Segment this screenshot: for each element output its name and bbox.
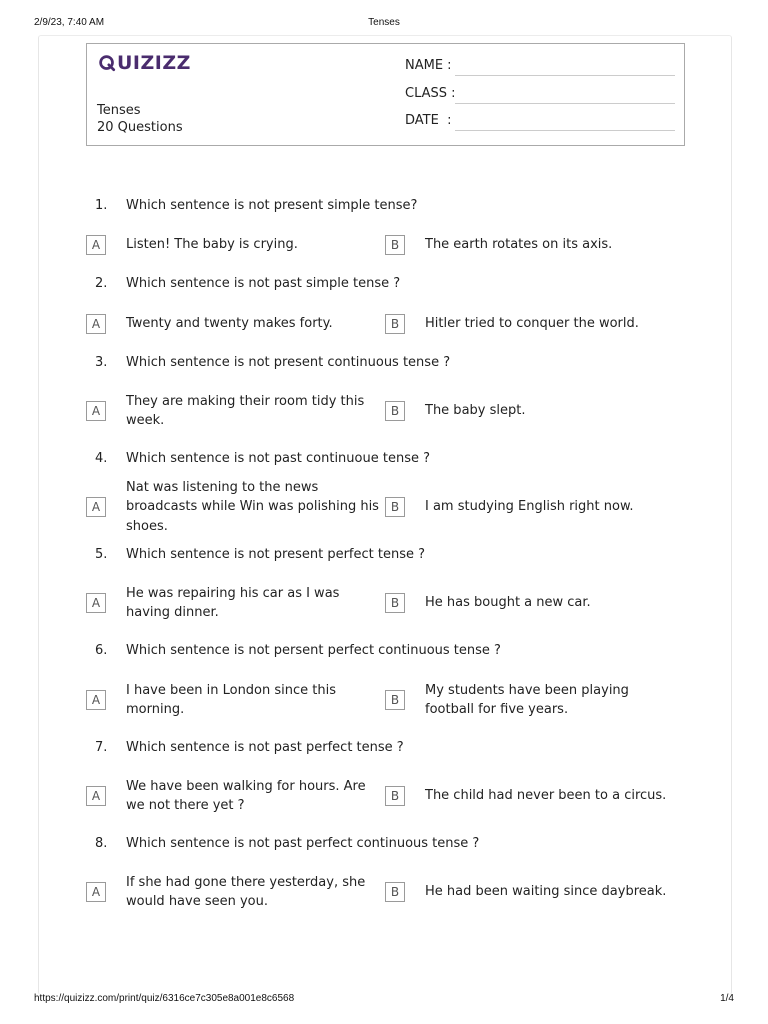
name-line (455, 75, 675, 76)
option-b-text: Hitler tried to conquer the world. (425, 316, 639, 332)
class-label: CLASS : (405, 86, 456, 101)
option-b-text: I am studying English right now. (425, 499, 634, 515)
question-text: Which sentence is not persent perfect continuous tense ? (126, 643, 501, 658)
option-a-box[interactable]: A (86, 882, 106, 902)
question-number: 3. (95, 355, 108, 370)
option-b-box[interactable]: B (385, 401, 405, 421)
question-text: Which sentence is not past continuoue tense ? (126, 451, 430, 466)
logo-wordmark: UIZIZZ (117, 52, 191, 74)
question-number: 7. (95, 740, 108, 755)
option-a-text: Nat was listening to the news broadcasts while Win was polishing his shoes. (126, 479, 379, 534)
date-field[interactable] (405, 113, 675, 131)
question-text: Which sentence is not past perfect tense ? (126, 740, 404, 755)
question-text: Which sentence is not present continuous tense ? (126, 355, 451, 370)
option-a-text: Twenty and twenty makes forty. (126, 316, 333, 332)
option-b-text: He has bought a new car. (425, 595, 591, 611)
option-b-text: My students have been playing football for five years. (425, 682, 629, 717)
print-url[interactable]: https://quizizz.com/print/quiz/6316ce7c305e8a001e8c6568 (34, 993, 295, 1004)
date-line (455, 130, 675, 131)
worksheet-header (86, 43, 685, 146)
option-b-text: The child had never been to a circus. (425, 788, 667, 804)
logo-q-icon (98, 54, 116, 72)
option-b-box[interactable]: B (385, 882, 405, 902)
question-text: Which sentence is not present simple tense? (126, 198, 418, 213)
question-number: 5. (95, 547, 108, 562)
option-b-box[interactable]: B (385, 690, 405, 710)
option-b-box[interactable]: B (385, 593, 405, 613)
option-a-box[interactable]: A (86, 235, 106, 255)
question-text: Which sentence is not present perfect tense ? (126, 547, 426, 562)
quizizz-logo (98, 52, 191, 74)
option-b-box[interactable]: B (385, 497, 405, 517)
option-b-text: He had been waiting since daybreak. (425, 884, 667, 900)
question-number: 6. (95, 643, 108, 658)
print-title: Tenses (368, 17, 400, 28)
class-field[interactable] (405, 86, 675, 104)
option-a-text: If she had gone there yesterday, she would have seen you. (126, 874, 366, 909)
option-a-text: They are making their room tidy this week. (126, 393, 365, 428)
print-datetime: 2/9/23, 7:40 AM (34, 17, 105, 28)
question-number: 1. (95, 198, 108, 213)
quiz-title: Tenses (97, 103, 141, 118)
option-a-box[interactable]: A (86, 401, 106, 421)
page-number: 1/4 (720, 993, 734, 1004)
question-number: 4. (95, 451, 108, 466)
name-field[interactable] (405, 58, 675, 76)
option-a-text: He was repairing his car as I was having dinner. (126, 585, 340, 620)
question-count: 20 Questions (97, 120, 183, 135)
print-header (0, 17, 768, 31)
option-b-box[interactable]: B (385, 314, 405, 334)
class-line (455, 103, 675, 104)
name-label: NAME : (405, 58, 452, 73)
question-text: Which sentence is not past perfect continuous tense ? (126, 836, 480, 851)
print-footer (0, 993, 768, 1007)
option-a-box[interactable]: A (86, 593, 106, 613)
question-number: 8. (95, 836, 108, 851)
question-number: 2. (95, 276, 108, 291)
option-b-box[interactable]: B (385, 786, 405, 806)
option-a-box[interactable]: A (86, 497, 106, 517)
option-a-box[interactable]: A (86, 690, 106, 710)
option-a-text: We have been walking for hours. Are we not there yet ? (126, 778, 366, 813)
date-label: DATE : (405, 113, 452, 128)
option-a-text: I have been in London since this morning. (126, 682, 337, 717)
option-a-box[interactable]: A (86, 314, 106, 334)
option-b-text: The baby slept. (425, 403, 526, 419)
option-b-text: The earth rotates on its axis. (425, 237, 613, 253)
question-text: Which sentence is not past simple tense ? (126, 276, 401, 291)
option-a-box[interactable]: A (86, 786, 106, 806)
option-a-text: Listen! The baby is crying. (126, 237, 298, 253)
option-b-box[interactable]: B (385, 235, 405, 255)
